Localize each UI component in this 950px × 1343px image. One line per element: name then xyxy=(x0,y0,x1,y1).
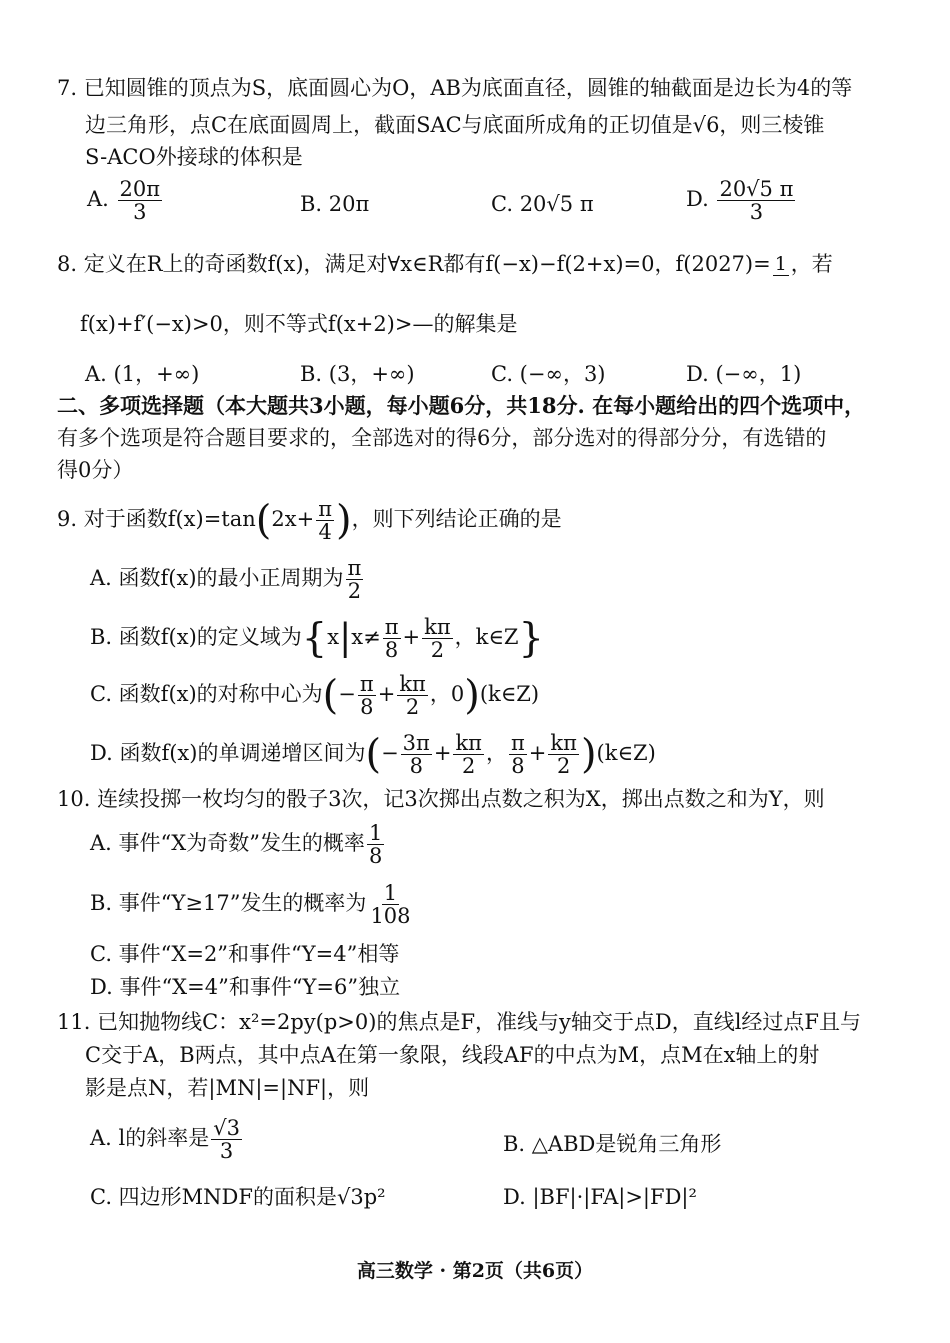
page-footer: 高三数学 · 第2页（共6页） xyxy=(356,1260,594,1282)
fraction: $\frac{20\pi}{3}$ xyxy=(119,177,161,225)
q9-option-a: A. 函数f(x)的最小正周期为 $\frac{\pi}{2}$ xyxy=(90,556,362,604)
q9-option-b: B. 函数f(x)的定义域为{x|x≠ $\frac{\pi}{8}$ + $\frac{k\pi}{2}$ ，k∈Z} xyxy=(90,615,544,663)
fraction: $\frac{\pi}{8}$ xyxy=(359,672,374,720)
fraction: $\frac{\pi}{2}$ xyxy=(347,556,362,604)
q10-option-d: D. 事件“X=4”和事件“Y=6”独立 xyxy=(90,975,401,999)
q7-option-a: A. $\frac{20\pi}{3}$ xyxy=(87,177,161,225)
q8-option-a: A. (1，+∞) xyxy=(85,362,200,386)
q11-line-3: 影是点N，若|MN|=|NF|，则 xyxy=(85,1076,370,1100)
fraction: $\frac{k\pi}{2}$ xyxy=(550,731,577,779)
q8-option-c: C. (−∞，3) xyxy=(491,362,606,386)
q11-line-1: 11. 已知抛物线C：x²=2py(p>0)的焦点是F，准线与y轴交于点D，直线l经过点F且与 xyxy=(57,1010,862,1034)
section-2-line-3: 得0分） xyxy=(57,458,134,482)
q8-line-1: 8. 定义在R上的奇函数f(x)，满足对∀x∈R都有f(−x)−f(2+x)=0，f(2027)= 1 ，若 xyxy=(57,252,833,276)
fraction: $\frac{\pi}{8}$ xyxy=(510,731,525,779)
q10-option-a: A. 事件“X为奇数”发生的概率 $\frac{1}{8}$ xyxy=(90,821,383,869)
section-2-line-2: 有多个选项是符合题目要求的，全部选对的得6分，部分选对的得部分分，有选错的 xyxy=(57,426,827,450)
fraction: $\frac{k\pi}{2}$ xyxy=(399,672,426,720)
q7-option-b: B. 20π xyxy=(300,192,370,216)
fraction: $\frac{√3}{3}$ xyxy=(213,1116,240,1164)
q7-line-1: 7. 已知圆锥的顶点为S，底面圆心为O，AB为底面直径，圆锥的轴截面是边长为4的等 xyxy=(57,76,853,100)
fraction: $\frac{k\pi}{2}$ xyxy=(455,731,482,779)
q7-line-3: S-ACO外接球的体积是 xyxy=(85,145,303,169)
fraction: $\frac{\pi}{4}$ xyxy=(318,497,333,545)
fraction: $\frac{20√5 \pi}{3}$ xyxy=(719,177,794,225)
q9-option-d: D. 函数f(x)的单调递增区间为(− $\frac{3\pi}{8}$ + $\frac{k\pi}{2}$ ， $\frac{\pi}{8}$ + $\frac{k\pi}{2}$ )(k∈Z) xyxy=(90,731,656,779)
fraction: $\frac{k\pi}{2}$ xyxy=(424,615,451,663)
q8-line-2: f(x)+f′(−x)>0，则不等式f(x+2)>—的解集是 xyxy=(80,312,518,336)
q11-option-b: B. △ABD是锐角三角形 xyxy=(503,1132,722,1156)
q11-option-a: A. l的斜率是 $\frac{√3}{3}$ xyxy=(90,1116,240,1164)
section-2-title: 二、多项选择题（本大题共3小题，每小题6分，共18分. 在每小题给出的四个选项中， xyxy=(57,393,866,418)
q10-stem: 10. 连续投掷一枚均匀的骰子3次，记3次掷出点数之积为X，掷出点数之和为Y，则 xyxy=(57,787,825,811)
q11-option-d: D. |BF|·|FA|>|FD|² xyxy=(503,1185,697,1209)
fraction: $\frac{1}{108}$ xyxy=(370,881,411,929)
fraction: $\frac{\pi}{8}$ xyxy=(384,615,399,663)
fraction: $\frac{1}{8}$ xyxy=(368,821,383,869)
q10-option-b: B. 事件“Y≥17”发生的概率为 $\frac{1}{108}$ xyxy=(90,881,411,929)
q11-option-c: C. 四边形MNDF的面积是√3p² xyxy=(90,1185,386,1209)
q8-option-b: B. (3，+∞) xyxy=(300,362,415,386)
q9-stem: 9. 对于函数f(x)=tan(2x+ $\frac{\pi}{4}$ )，则下列结论正确的是 xyxy=(57,497,562,545)
q7-line-2: 边三角形，点C在底面圆周上，截面SAC与底面所成角的正切值是√6，则三棱锥 xyxy=(85,113,825,137)
q7-option-c: C. 20√5 π xyxy=(491,192,594,216)
q7-option-d: D. $\frac{20√5 \pi}{3}$ xyxy=(686,177,794,225)
q11-line-2: C交于A，B两点，其中点A在第一象限，线段AF的中点为M，点M在x轴上的射 xyxy=(85,1043,820,1067)
fraction: 1 xyxy=(774,253,787,276)
q9-option-c: C. 函数f(x)的对称中心为(− $\frac{\pi}{8}$ + $\frac{k\pi}{2}$ ，0)(k∈Z) xyxy=(90,672,540,720)
q10-option-c: C. 事件“X=2”和事件“Y=4”相等 xyxy=(90,942,400,966)
q8-option-d: D. (−∞，1) xyxy=(686,362,802,386)
fraction: $\frac{3\pi}{8}$ xyxy=(402,731,430,779)
